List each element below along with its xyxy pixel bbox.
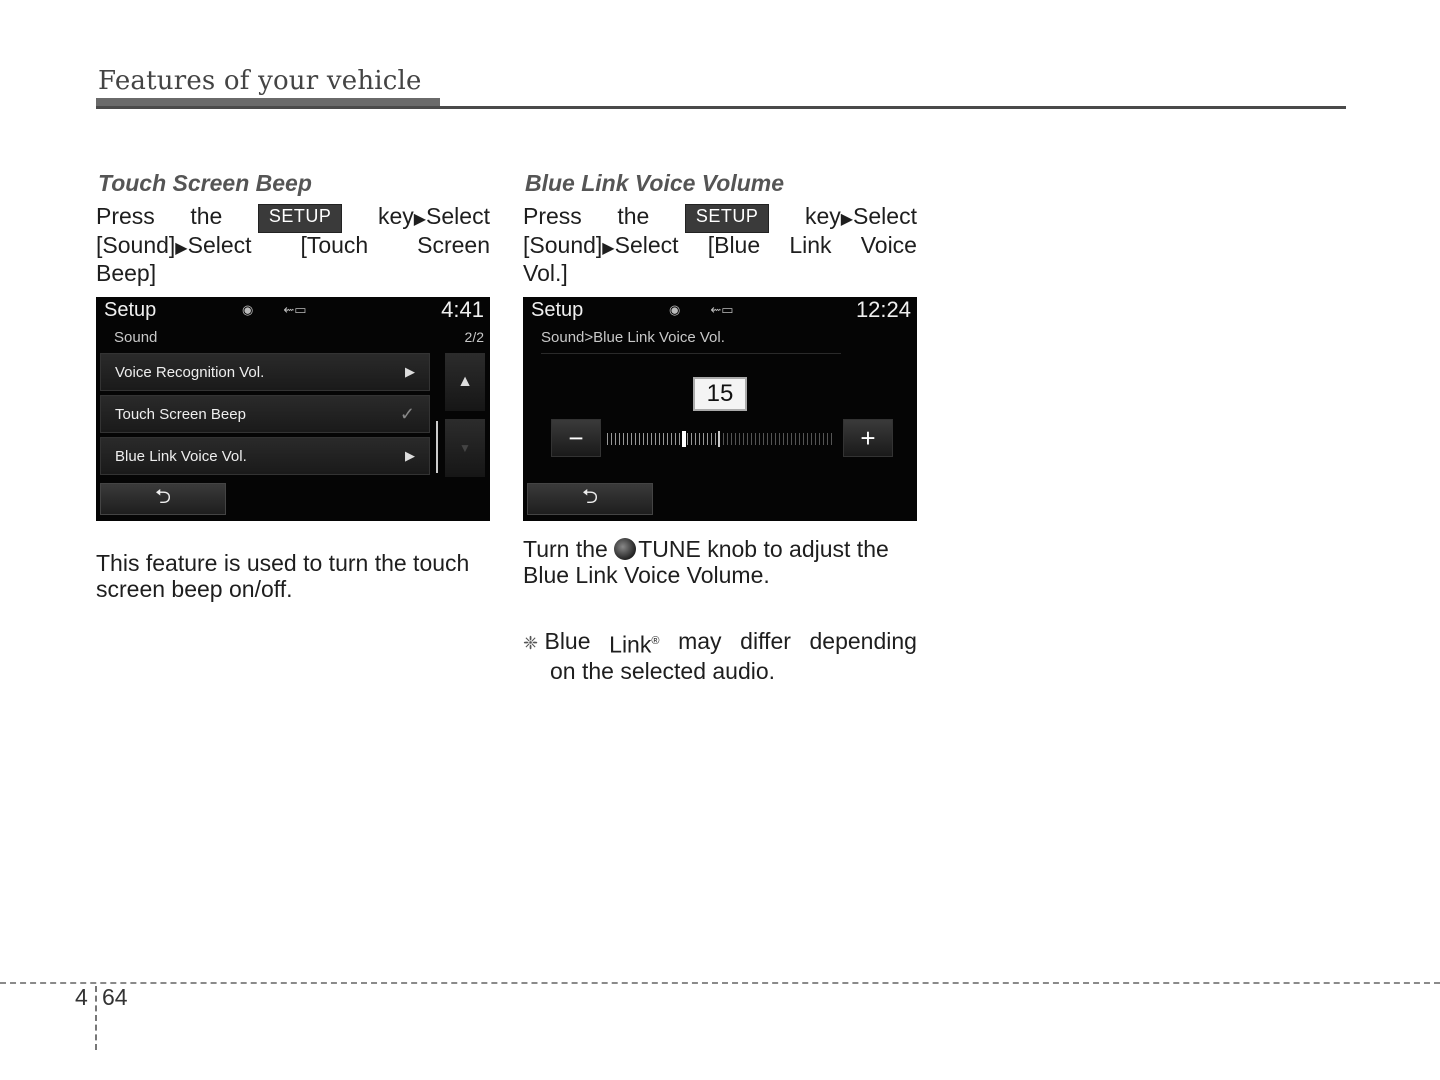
volume-value: 15 <box>693 377 747 411</box>
screen-blue-link-voice-volume <box>523 297 917 521</box>
section-title-touch-screen-beep: Touch Screen Beep <box>98 170 312 196</box>
status-icons <box>669 302 734 318</box>
menu-item-label: Blue Link Voice Vol. <box>115 447 247 465</box>
word: Select <box>853 203 917 229</box>
triangle-down-icon: ▼ <box>459 441 471 455</box>
word: differ <box>740 628 791 654</box>
right-triangle-icon: ▶ <box>413 211 427 228</box>
word: Vol.] <box>523 260 568 286</box>
scroll-down-button[interactable] <box>445 419 485 477</box>
registered-mark: ® <box>651 635 660 647</box>
subtitle-divider <box>541 353 841 354</box>
page-number: 64 <box>102 984 128 1010</box>
word: Screen <box>417 231 490 258</box>
word: [Touch <box>300 231 369 258</box>
back-button[interactable] <box>100 483 226 515</box>
body-text-blue-link-voice-volume <box>523 536 889 588</box>
page-indicator: 2/2 <box>464 329 484 345</box>
note-blue-link <box>523 628 917 684</box>
word: [Sound] <box>523 231 603 258</box>
instructions-touch-screen-beep <box>96 204 490 287</box>
word: Select <box>187 231 252 258</box>
screen-title: Setup <box>531 299 584 321</box>
volume-fill <box>607 433 720 445</box>
menu-item-label: Touch Screen Beep <box>115 405 246 423</box>
header-title: Features of your vehicle <box>98 66 422 96</box>
word: depending <box>809 628 917 654</box>
header-rule <box>96 106 1346 109</box>
volume-minus-button[interactable] <box>551 419 601 457</box>
menu-item-touch-screen-beep[interactable] <box>100 395 430 433</box>
menu-item-blue-link-voice-vol[interactable] <box>100 437 430 475</box>
word: Turn the <box>523 536 608 562</box>
text-line: on the selected audio. <box>550 657 776 684</box>
word: [Blue <box>707 231 761 258</box>
word: Voice <box>860 231 917 258</box>
text-line: screen beep on/off. <box>96 576 293 602</box>
triangle-up-icon: ▲ <box>457 373 473 390</box>
screen-subtitle: Sound <box>114 329 158 346</box>
back-arrow-icon: ⮌ <box>154 486 172 508</box>
word: Select <box>426 203 490 229</box>
note-mark-icon: ❈ <box>523 633 539 653</box>
screen-title: Setup <box>104 299 157 321</box>
menu-item-voice-recognition-vol[interactable] <box>100 353 430 391</box>
volume-plus-button[interactable] <box>843 419 893 457</box>
volume-slider[interactable] <box>607 433 833 445</box>
scroll-up-button[interactable] <box>445 353 485 411</box>
text-line: Blue Link Voice Volume. <box>523 562 770 588</box>
back-arrow-icon: ⮌ <box>581 486 599 508</box>
word: the <box>617 203 650 229</box>
setup-key: SETUP <box>258 204 343 233</box>
instructions-blue-link-voice-volume <box>523 204 917 287</box>
screen-subtitle: Sound>Blue Link Voice Vol. <box>541 329 725 346</box>
setup-key: SETUP <box>685 204 770 233</box>
word: the <box>190 203 223 229</box>
disc-icon: ◉ <box>242 302 254 317</box>
footer-rule <box>0 982 1440 984</box>
volume-thumb[interactable] <box>682 431 686 447</box>
right-triangle-icon: ▶ <box>405 364 415 379</box>
plus-icon: + <box>860 422 876 453</box>
right-triangle-icon: ▶ <box>405 448 415 463</box>
disc-icon: ◉ <box>669 302 681 317</box>
footer-divider <box>95 986 97 1050</box>
clock: 12:24 <box>855 297 911 322</box>
scroll-divider <box>436 421 438 473</box>
word: Select <box>614 231 679 258</box>
section-number: 4 <box>75 984 88 1010</box>
word: key <box>804 203 841 229</box>
word: Beep] <box>96 260 157 286</box>
word: [Sound] <box>96 231 176 258</box>
text-line: This feature is used to turn the touch <box>96 550 470 576</box>
body-text-touch-screen-beep <box>96 550 469 602</box>
clock: 4:41 <box>441 297 484 322</box>
word: Blue <box>544 628 591 654</box>
word: key <box>377 203 414 229</box>
word: TUNE knob to adjust the <box>638 536 889 562</box>
text-line <box>523 536 889 562</box>
back-button[interactable] <box>527 483 653 515</box>
menu-item-label: Voice Recognition Vol. <box>115 363 265 381</box>
minus-icon: − <box>568 422 584 453</box>
volume-center-mark <box>718 431 720 447</box>
checkmark-icon: ✓ <box>399 403 415 424</box>
usb-icon: ⇜▭ <box>710 302 734 317</box>
right-triangle-icon: ▶ <box>175 239 188 257</box>
right-triangle-icon: ▶ <box>602 239 615 257</box>
screen-touch-screen-beep <box>96 297 490 521</box>
usb-icon: ⇜▭ <box>283 302 307 317</box>
word: Link <box>789 231 832 258</box>
tune-knob-icon <box>614 538 636 560</box>
section-title-blue-link-voice-volume: Blue Link Voice Volume <box>525 170 785 196</box>
status-icons <box>242 302 307 318</box>
right-triangle-icon: ▶ <box>840 211 854 228</box>
word: Press <box>523 203 582 229</box>
word: Press <box>96 203 155 229</box>
word: may <box>678 628 722 654</box>
word: Link <box>609 631 652 658</box>
